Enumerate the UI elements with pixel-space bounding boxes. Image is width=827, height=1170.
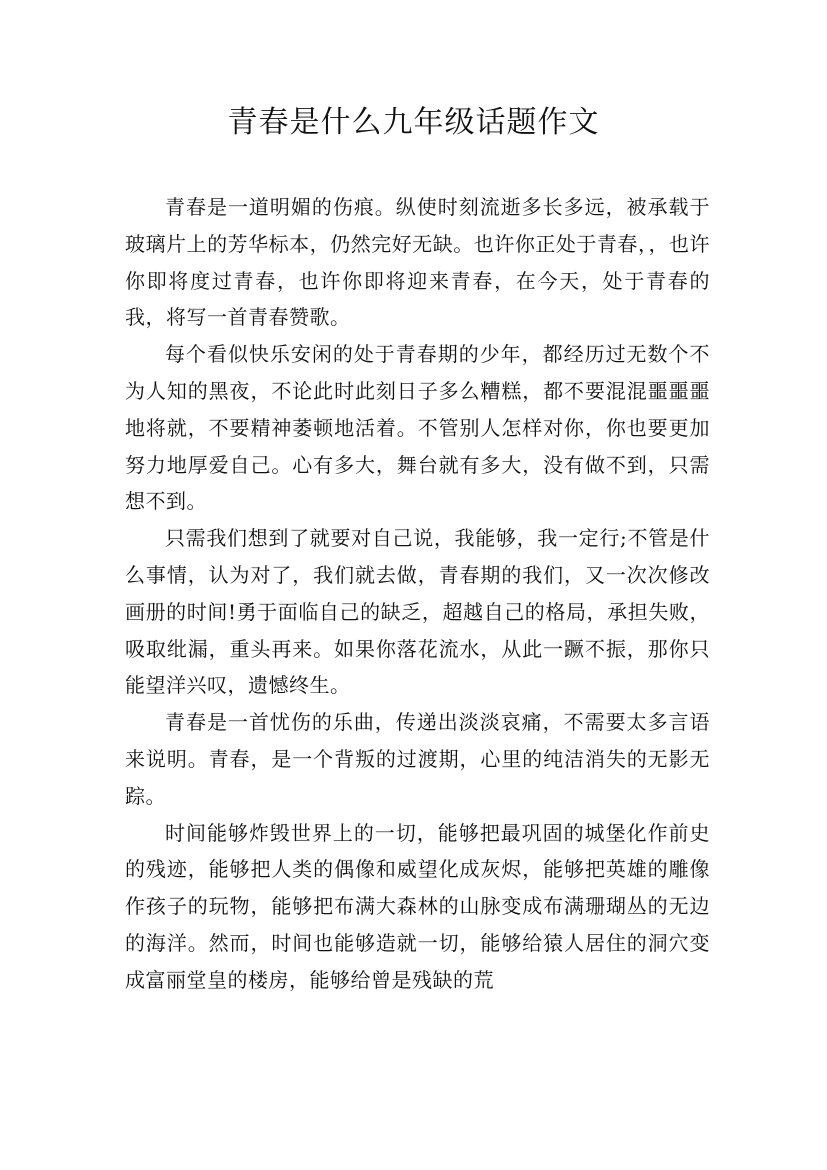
paragraph-2: 每个看似快乐安闲的处于青春期的少年，都经历过无数个不为人知的黑夜，不论此时此刻日子多么糟糕，都不要混混噩噩噩地将就，不要精神萎顿地活着。不管别人怎样对你，你也要更加努力地厚爱自己。心有多大，舞台就有多大，没有做不到，只需想不到。 <box>125 342 710 514</box>
paragraph-1: 青春是一道明媚的伤痕。纵使时刻流逝多长多远，被承载于玻璃片上的芳华标本，仍然完好无缺。也许你正处于青春，，也许你即将度过青春，也许你即将迎来青春，在今天，处于青春的我，将写一首青春赞歌。 <box>125 195 710 330</box>
paragraph-4: 青春是一首忧伤的乐曲，传递出淡淡哀痛，不需要太多言语来说明。青春，是一个背叛的过渡期，心里的纯洁消失的无影无踪。 <box>125 710 710 808</box>
paragraph-5: 时间能够炸毁世界上的一切，能够把最巩固的城堡化作前史的残迹，能够把人类的偶像和威望化成灰烬，能够把英雄的雕像作孩子的玩物，能够把布满大森林的山脉变成布满珊瑚丛的无边的海洋。然而，时间也能够造就一切，能够给猿人居住的洞穴变成富丽堂皇的楼房，能够给曾是残缺的荒 <box>125 820 710 992</box>
paragraph-3: 只需我们想到了就要对自己说，我能够，我一定行;不管是什么事情，认为对了，我们就去做，青春期的我们，又一次次修改画册的时间!勇于面临自己的缺乏，超越自己的格局，承担失败，吸取纰漏，重头再来。如果你落花流水，从此一蹶不振，那你只能望洋兴叹，遗憾终生。 <box>125 526 710 698</box>
document-body <box>125 189 710 999</box>
document-title: 青春是什么九年级话题作文 <box>227 105 600 140</box>
